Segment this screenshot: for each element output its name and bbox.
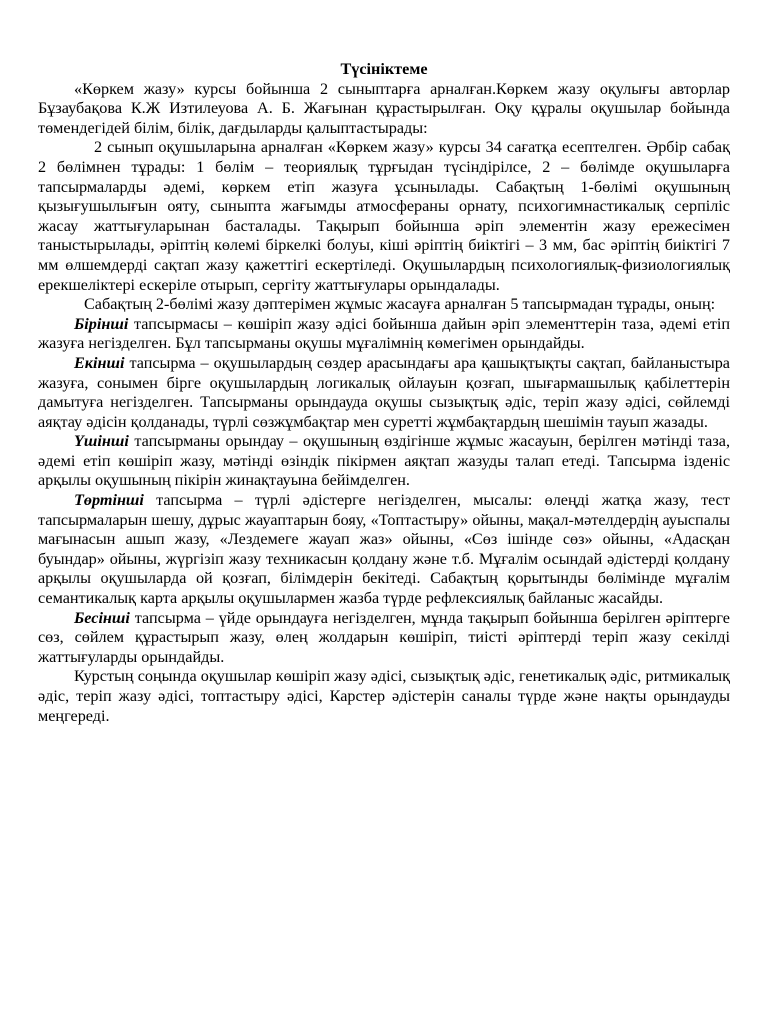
task-text-5: тапсырма – үйде орындауға негізделген, мұнда тақырып бойынша берілген әріптерге сөз, сөйлем құрастырып жазу, өлең жолдарын көшіріп, тиісті әріптерді теріп жазу секілді жаттығуларды орындайды. — [38, 608, 730, 666]
task-heading-4: Төртінші — [74, 491, 144, 510]
task-text-4: тапсырма – түрлі әдістерге негізделген, мысалы: өлеңді жатқа жазу, тест тапсырмаларын шешу, дұрыс жауаптарын бояу, «Топтастыру» ойыны, мақал-мәтелдердің ауыспалы мағынасын ашып жазу, «Лездемеге жауап жаз» ойыны, «Сөз ішінде сөз» ойыны, «Адасқан буындар» ойыны, жүргізіп жазу техникасын қолдану және т.б. Мұғалім осындай әдістерді қолдану арқылы оқушыларда ой қозғап, білімдерін бекітеді. Сабақтың қорытынды бөлімінде мұғалім семантикалық карта арқылы оқушылармен жазба түрде рефлексиялық байланыс жасайды. — [38, 491, 730, 608]
task-text-2: тапсырма – оқушылардың сөздер арасындағы ара қашықтықты сақтап, байланыстыра жазуға, сонымен бірге оқушылардың логикалық ойлауын қозғап, шығармашылық қабілеттерін дамытуға негізделген. Тапсырманы орындауда оқушы сызықтық әдіс, теріп жазу әдісі, сөйлемді аяқтау әдісін қолданады, түрлі сөзжұмбақтар мен суретті жұмбақтардың шешімін тауып жазады. — [38, 353, 730, 431]
task-heading-3: Үшінші — [74, 432, 129, 451]
task-paragraph-4 — [38, 491, 730, 609]
document-page — [38, 60, 730, 726]
document-title: Түсініктеме — [340, 60, 428, 78]
task-heading-5: Бесінші — [74, 608, 130, 627]
task-paragraph-3 — [38, 432, 730, 491]
course-description-paragraph: 2 сынып оқушыларына арналған «Көркем жазу» курсы 34 сағатқа есептелген. Әрбір сабақ 2 бөлімнен тұрады: 1 бөлім – теориялық тұрғыдан түсіндірілсе, 2 – бөлімде оқушыларға тапсырмаларды әдемі, көркем етіп жазуға ұсынылады. Сабақтың 1-бөлімі оқушының қызығушылығын ояту, сыныпта жағымды атмосфераны орнату, психогимнастикалық серпіліс жасау жаттығуларынан басталады. Тақырып бойынша әріп элементін жазу ережесімен таныстырылады, әріптің көлемі біркелкі болуы, кіші әріптің биіктігі – 3 мм, бас әріптің биіктігі 7 мм өлшемдерді сақтап жазу қажеттігі ескертіледі. Оқушылардың психологиялық-физиологиялық ерекшеліктері ескеріле отырып, сергіту жаттығулары орындалады. — [38, 138, 730, 294]
task-paragraph-2 — [38, 354, 730, 432]
task-text-3: тапсырманы орындау – оқушының өздігінше жұмыс жасауын, берілген мәтінді таза, әдемі етіп көшіріп жазу, мәтінді өзіндік пікірмен аяқтап жазуды талап етеді. Тапсырма ізденіс арқылы оқушының пікірін жинақтауына бейімделген. — [38, 432, 730, 490]
task-paragraph-1 — [38, 315, 730, 354]
task-heading-2: Екінші — [74, 353, 125, 372]
conclusion-paragraph: Курстың соңында оқушылар көшіріп жазу әдісі, сызықтық әдіс, генетикалық әдіс, ритмикалық әдіс, теріп жазу әдісі, топтастыру әдісі, Карстер әдістерін саналы түрде және нақты орындауды меңгереді. — [38, 667, 730, 725]
task-text-1: тапсырмасы – көшіріп жазу әдісі бойынша дайын әріп элементтерін таза, әдемі етіп жазуға негізделген. Бұл тапсырманы оқушы мұғалімнің көмегімен орындайды. — [38, 314, 730, 353]
intro-paragraph: «Көркем жазу» курсы бойынша 2 сыныптарға арналған.Көркем жазу оқулығы авторлар Бұзаубақова К.Ж Изтилеуова А. Б. Жағынан құрастырылған. Оқу құралы оқушылар бойында төмендегідей білім, білік, дағдыларды қалыптастырады: — [38, 79, 730, 137]
lesson-part-two-paragraph: Сабақтың 2-бөлімі жазу дәптерімен жұмыс жасауға арналған 5 тапсырмадан тұрады, оның: — [84, 295, 716, 314]
task-paragraph-5 — [38, 609, 730, 668]
task-heading-1: Бірінші — [74, 314, 129, 333]
